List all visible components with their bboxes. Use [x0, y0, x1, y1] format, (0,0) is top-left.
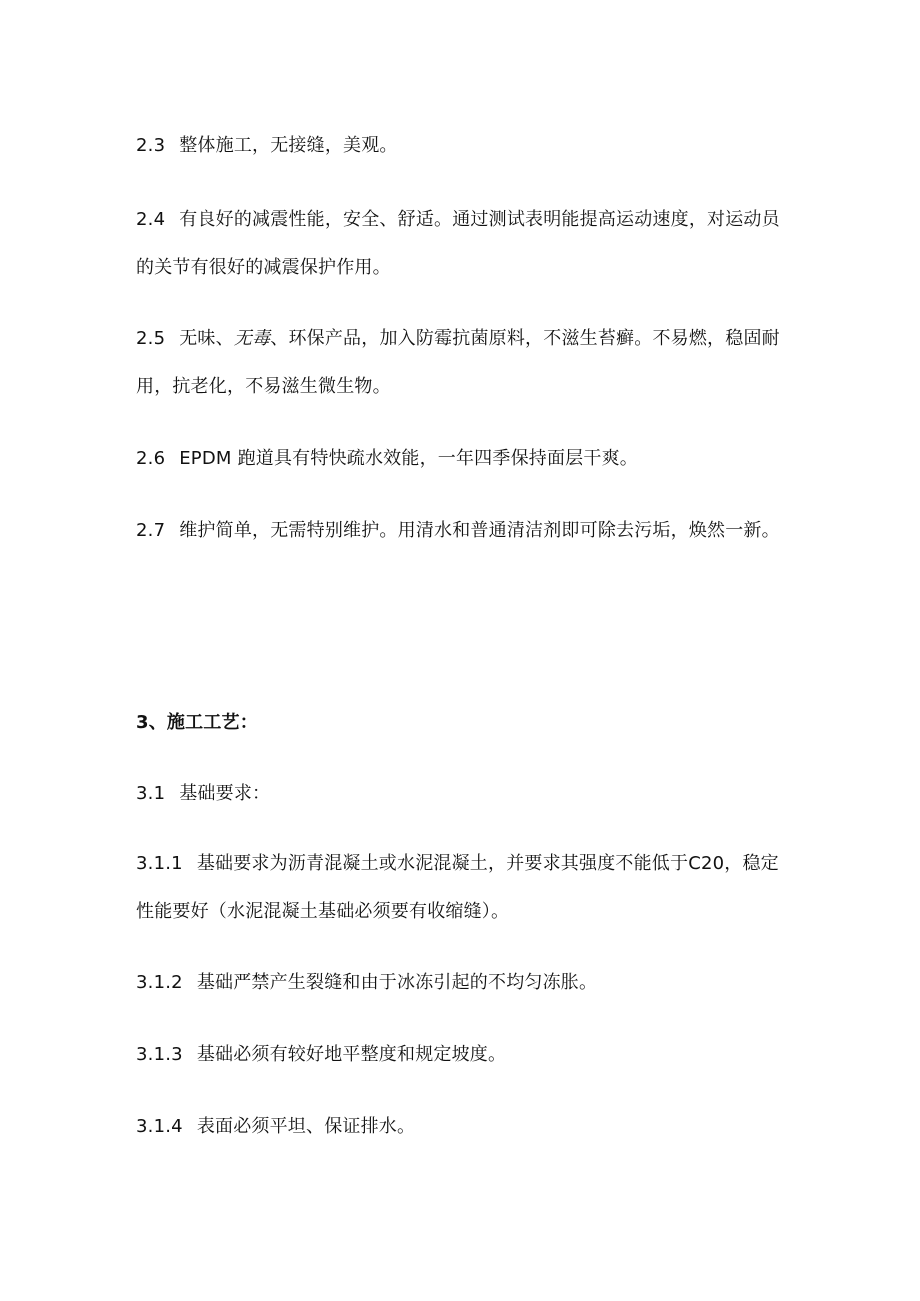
- item-text-pre: 无味、: [179, 328, 234, 349]
- paragraph-2-7: [136, 507, 786, 555]
- item-number: 2.6: [136, 448, 166, 469]
- item-text: 基础要求：: [179, 783, 271, 804]
- item-number: 3.1.3: [136, 1044, 183, 1065]
- item-number: 2.7: [136, 520, 166, 541]
- item-number: 2.5: [136, 328, 166, 349]
- item-number: 3.1: [136, 783, 166, 804]
- paragraph-2-3: [136, 122, 786, 170]
- item-number: 3.1.2: [136, 972, 183, 993]
- paragraph-2-6: [136, 435, 786, 483]
- item-text: EPDM 跑道具有特快疏水效能，一年四季保持面层干爽。: [179, 448, 638, 469]
- paragraph-2-5: [136, 315, 786, 411]
- item-text: 整体施工，无接缝，美观。: [179, 135, 398, 156]
- section-heading-3: [136, 699, 786, 747]
- heading-text: 3、施工工艺：: [136, 712, 258, 733]
- item-text: 基础必须有较好地平整度和规定坡度。: [196, 1044, 507, 1065]
- item-text-post: 、环保产品，加入防霉抗菌原料，不滋生苔癣。不易燃，稳固耐用，抗老化，不易滋生微生物。: [136, 328, 780, 397]
- paragraph-3-1-2: [136, 959, 786, 1007]
- paragraph-3-1-3: [136, 1031, 786, 1079]
- paragraph-2-4: [136, 196, 786, 292]
- paragraph-3-1: [136, 770, 786, 818]
- item-text-italic: 无毒: [233, 328, 271, 349]
- item-text: 有良好的减震性能，安全、舒适。通过测试表明能提高运动速度，对运动员的关节有很好的减震保护作用。: [136, 209, 780, 278]
- item-text: 基础严禁产生裂缝和由于冰冻引起的不均匀冻胀。: [196, 972, 598, 993]
- item-number: 3.1.4: [136, 1116, 183, 1137]
- item-number: 2.3: [136, 135, 166, 156]
- item-text: 维护简单，无需特别维护。用清水和普通清洁剂即可除去污垢，焕然一新。: [179, 520, 780, 541]
- item-number: 3.1.1: [136, 853, 183, 874]
- paragraph-3-1-4: [136, 1103, 786, 1151]
- item-text: 基础要求为沥青混凝土或水泥混凝土，并要求其强度不能低于C20，稳定性能要好（水泥混凝土基础必须要有收缩缝）。: [136, 853, 779, 922]
- paragraph-3-1-1: [136, 840, 786, 936]
- item-number: 2.4: [136, 209, 166, 230]
- item-text: 表面必须平坦、保证排水。: [196, 1116, 416, 1137]
